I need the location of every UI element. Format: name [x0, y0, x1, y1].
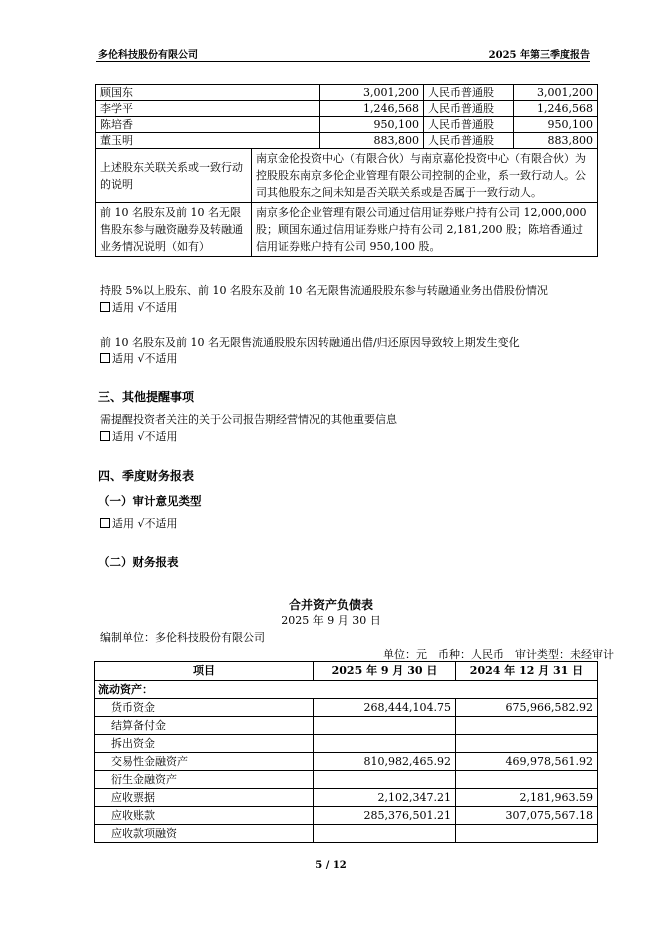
share-count: 950,100 [514, 117, 598, 133]
row-prior: 675,966,582.92 [456, 699, 598, 717]
share-type: 人民币普通股 [424, 85, 514, 101]
row-item: 交易性金融资产 [95, 753, 314, 771]
header-company: 多伦科技股份有限公司 [98, 50, 198, 61]
table-row [95, 825, 598, 843]
row-item: 拆出资金 [95, 735, 314, 753]
row-prior: 2,181,963.59 [456, 789, 598, 807]
option-text: 适用 √不适用 [112, 430, 178, 443]
audit-option [100, 515, 178, 531]
table-row [95, 807, 598, 825]
shareholder-row [96, 101, 598, 117]
row-prior: 469,978,561.92 [456, 753, 598, 771]
shareholder-row [96, 85, 598, 101]
col-item-header: 项目 [95, 662, 314, 681]
table-row [95, 735, 598, 753]
row-prior [456, 735, 598, 753]
audit-heading: （一）审计意见类型 [98, 494, 202, 508]
share-type: 人民币普通股 [424, 117, 514, 133]
lending-title: 持股 5%以上股东、前 10 名股东及前 10 名无限售流通股股东参与转融通业务出借股份情况 [100, 284, 548, 297]
section-other-heading: 三、其他提醒事项 [98, 390, 195, 404]
share-type: 人民币普通股 [424, 101, 514, 117]
row-current: 810,982,465.92 [314, 753, 456, 771]
shareholder-row [96, 133, 598, 149]
category-label: 流动资产： [95, 681, 598, 699]
shareholder-row [96, 117, 598, 133]
other-text: 需提醒投资者关注的关于公司报告期经营情况的其他重要信息 [100, 413, 397, 426]
shareholder-shares: 883,800 [320, 133, 424, 149]
row-current: 2,102,347.21 [314, 789, 456, 807]
option-text: 适用 √不适用 [112, 517, 178, 530]
row-prior [456, 771, 598, 789]
shareholder-name: 顾国东 [96, 85, 320, 101]
other-option [100, 428, 178, 444]
row-prior [456, 825, 598, 843]
margin-label: 前 10 名股东及前 10 名无限售股东参与融资融券及转融通业务情况说明（如有） [96, 203, 252, 257]
row-item: 应收票据 [95, 789, 314, 807]
margin-row [96, 203, 598, 257]
row-prior [456, 717, 598, 735]
unit-line: 单位：元 币种：人民币 审计类型：未经审计 [383, 648, 614, 661]
balance-sheet-title: 合并资产负债表 [288, 598, 373, 612]
shareholder-shares: 1,246,568 [320, 101, 424, 117]
shareholder-table [95, 84, 598, 257]
row-current: 268,444,104.75 [314, 699, 456, 717]
row-item: 应收账款 [95, 807, 314, 825]
checkbox-icon [100, 353, 110, 363]
col-prior-header: 2024 年 12 月 31 日 [456, 662, 598, 681]
preparer: 编制单位：多伦科技股份有限公司 [100, 631, 265, 644]
table-row [95, 717, 598, 735]
checkbox-icon [100, 302, 110, 312]
share-count: 883,800 [514, 133, 598, 149]
table-row [95, 771, 598, 789]
lending-option [100, 299, 178, 315]
checkbox-icon [100, 431, 110, 441]
shareholder-shares: 950,100 [320, 117, 424, 133]
option-text: 适用 √不适用 [112, 352, 178, 365]
lending-change-title: 前 10 名股东及前 10 名无限售流通股股东因转融通出借/归还原因导致较上期发生变化 [100, 336, 520, 349]
row-current [314, 735, 456, 753]
row-prior: 307,075,567.18 [456, 807, 598, 825]
relation-label: 上述股东关联关系或一致行动的说明 [96, 149, 252, 203]
row-item: 衍生金融资产 [95, 771, 314, 789]
balance-sheet-table [94, 661, 598, 843]
col-current-header: 2025 年 9 月 30 日 [314, 662, 456, 681]
share-count: 1,246,568 [514, 101, 598, 117]
row-item: 货币资金 [95, 699, 314, 717]
table-row [95, 753, 598, 771]
shareholder-name: 陈培香 [96, 117, 320, 133]
statements-heading: （二）财务报表 [98, 555, 179, 569]
table-row [95, 699, 598, 717]
balance-sheet-date: 2025 年 9 月 30 日 [281, 614, 381, 627]
row-item: 应收款项融资 [95, 825, 314, 843]
row-current [314, 825, 456, 843]
header-report-title: 2025 年第三季度报告 [488, 50, 590, 61]
shareholder-name: 董玉明 [96, 133, 320, 149]
relation-row [96, 149, 598, 203]
share-count: 3,001,200 [514, 85, 598, 101]
shareholder-shares: 3,001,200 [320, 85, 424, 101]
share-type: 人民币普通股 [424, 133, 514, 149]
relation-text: 南京金伦投资中心（有限合伙）与南京嘉伦投资中心（有限合伙）为控股股东南京多伦企业管理有限公司控制的企业，系一致行动人。公司其他股东之间未知是否关联关系或是否属于一致行动人。 [252, 149, 598, 203]
table-header-row [95, 662, 598, 681]
option-text: 适用 √不适用 [112, 301, 178, 314]
checkbox-icon [100, 518, 110, 528]
row-item: 结算备付金 [95, 717, 314, 735]
section-fin-heading: 四、季度财务报表 [98, 469, 195, 483]
page-number: 5 / 12 [315, 860, 347, 871]
category-row [95, 681, 598, 699]
row-current [314, 717, 456, 735]
margin-text: 南京多伦企业管理有限公司通过信用证券账户持有公司 12,000,000 股；顾国东通过信用证券账户持有公司 2,181,200 股；陈培香通过信用证券账户持有公司 950,100 股。 [252, 203, 598, 257]
lending-change-option [100, 350, 178, 366]
shareholder-name: 李学平 [96, 101, 320, 117]
row-current: 285,376,501.21 [314, 807, 456, 825]
header-divider [96, 61, 590, 62]
table-row [95, 789, 598, 807]
row-current [314, 771, 456, 789]
